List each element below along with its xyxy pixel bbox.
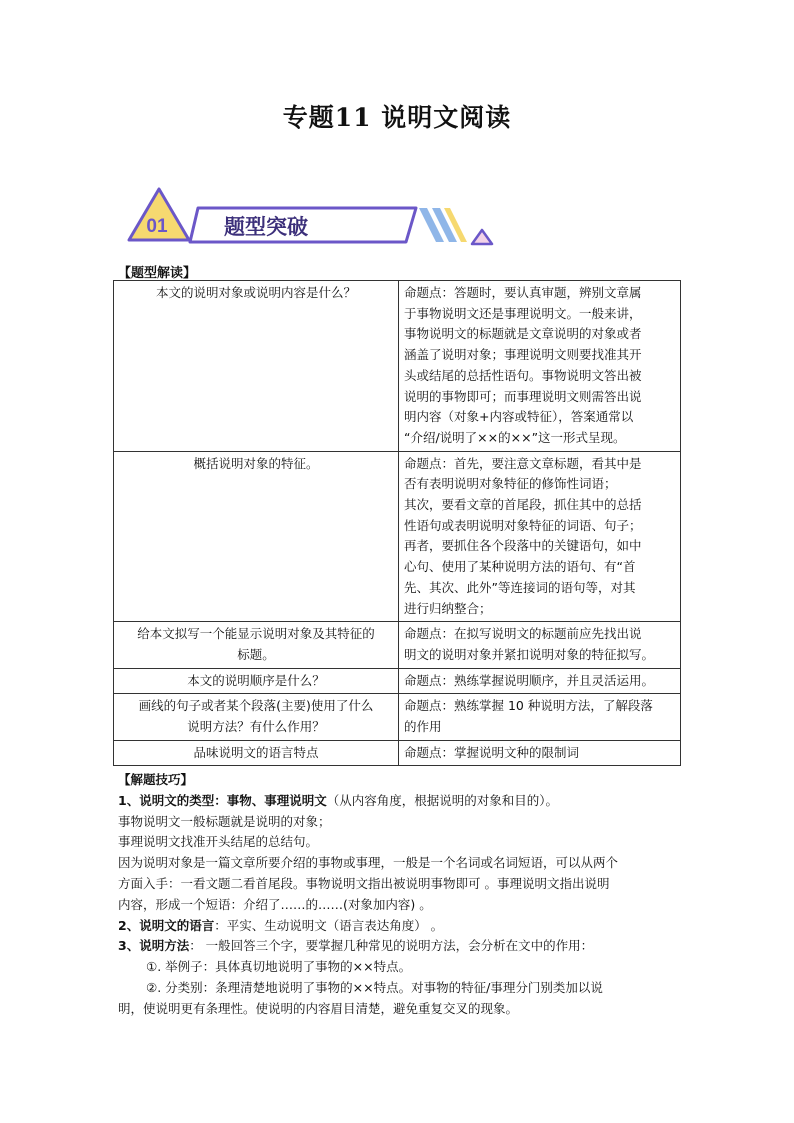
answer-text: 心句、使用了某种说明方法的语句、有“首 bbox=[404, 559, 636, 575]
tips-line: ②. 分类别：条理清楚地说明了事物的××特点。对事物的特征/事理分门别类加以说 bbox=[146, 979, 603, 995]
table-row bbox=[114, 694, 681, 740]
question-cell bbox=[114, 694, 399, 740]
section-heading: 【题型解读】 bbox=[118, 266, 197, 281]
table-row bbox=[114, 451, 681, 622]
table-row bbox=[114, 622, 681, 668]
answer-text: 命题点：熟练掌握 10 种说明方法，了解段落 bbox=[404, 698, 653, 714]
tips-line: 3、说明方法： 一般回答三个字，要掌握几种常见的说明方法，会分析在文中的作用： bbox=[118, 938, 594, 954]
tips-line: 2、说明文的语言：平实、生动说明文（语言表达角度） 。 bbox=[118, 917, 444, 933]
answer-text: 命题点：熟练掌握说明顺序，并且灵活运用。 bbox=[404, 672, 655, 688]
banner-small-triangle bbox=[472, 230, 492, 244]
answer-text: 命题点：首先，要注意文章标题，看其中是 bbox=[404, 455, 642, 471]
question-cell bbox=[114, 451, 399, 622]
answer-cell bbox=[399, 668, 681, 694]
tips-line: 事理说明文找准开头结尾的总结句。 bbox=[118, 834, 319, 850]
question-table bbox=[113, 280, 681, 766]
tips-line: ①. 举例子：具体真切地说明了事物的××特点。 bbox=[146, 959, 412, 975]
answer-cell bbox=[399, 740, 681, 766]
answer-text: 的作用 bbox=[404, 719, 442, 735]
answer-text: “介绍/说明了××的××”这一形式呈现。 bbox=[404, 429, 626, 445]
question-text: 给本文拟写一个能显示说明对象及其特征的 bbox=[137, 626, 375, 642]
answer-text: 涵盖了说明对象；事理说明文则要找准其开 bbox=[404, 347, 642, 363]
question-text: 品味说明文的语言特点 bbox=[193, 744, 319, 760]
answer-text: 命题点：答题时，要认真审题，辨别文章属 bbox=[404, 285, 642, 300]
answer-text: 否有表明说明对象特征的修饰性词语； bbox=[404, 476, 617, 492]
answer-text: 明文的说明对象并紧扣说明对象的特征拟写。 bbox=[404, 646, 655, 662]
answer-cell bbox=[399, 694, 681, 740]
answer-text: 头或结尾的总括性语句。事物说明文答出被 bbox=[404, 367, 642, 383]
banner-number: 01 bbox=[146, 216, 168, 237]
question-text: 概括说明对象的特征。 bbox=[193, 455, 319, 471]
tips-heading: 【解题技巧】 bbox=[118, 772, 194, 787]
answer-text: 事物说明文的标题就是文章说明的对象或者 bbox=[404, 326, 642, 342]
answer-cell bbox=[399, 281, 681, 452]
tips-line: 1、说明文的类型：事物、事理说明文（从内容角度，根据说明的对象和目的）。 bbox=[118, 792, 558, 808]
question-text: 画线的句子或者某个段落(主要)使用了什么 bbox=[138, 698, 374, 714]
answer-cell bbox=[399, 622, 681, 668]
page-title: 专题11 说明文阅读 bbox=[282, 103, 512, 132]
tips-line: 内容，形成一个短语：介绍了……的……(对象加内容) 。 bbox=[118, 896, 432, 912]
answer-text: 说明的事物即可；而事理说明文则需答出说 bbox=[404, 388, 642, 404]
tips-line: 方面入手：一看文题二看首尾段。事物说明文指出被说明事物即可 。事理说明文指出说明 bbox=[118, 875, 610, 891]
answer-text: 其次，要看文章的首尾段，抓住其中的总括 bbox=[404, 497, 642, 513]
table-row bbox=[114, 740, 681, 766]
answer-text: 明内容（对象+内容或特征），答案通常以 bbox=[404, 409, 634, 425]
answer-text: 命题点：在拟写说明文的标题前应先找出说 bbox=[404, 626, 642, 642]
tips-line: 明，使说明更有条理性。使说明的内容眉目清楚，避免重复交叉的现象。 bbox=[118, 1000, 519, 1016]
tips-line: 事物说明文一般标题就是说明的对象； bbox=[118, 813, 331, 829]
tips-section bbox=[118, 770, 680, 1020]
question-cell bbox=[114, 740, 399, 766]
question-cell bbox=[114, 281, 399, 452]
question-cell bbox=[114, 622, 399, 668]
question-text: 本文的说明顺序是什么？ bbox=[187, 672, 325, 688]
answer-text: 性语句或表明说明对象特征的词语、句子； bbox=[404, 517, 642, 533]
table-row bbox=[114, 668, 681, 694]
answer-text: 先、其次、此外”等连接词的语句等，对其 bbox=[404, 579, 636, 595]
section-banner bbox=[126, 186, 498, 250]
question-text: 本文的说明对象或说明内容是什么？ bbox=[155, 285, 356, 300]
answer-cell bbox=[399, 451, 681, 622]
answer-text: 于事物说明文还是事理说明文。一般来讲， bbox=[404, 305, 642, 321]
table-row bbox=[114, 281, 681, 452]
answer-text: 命题点：掌握说明文种的限制词 bbox=[404, 744, 580, 760]
tips-line: 因为说明对象是一篇文章所要介绍的事物或事理，一般是一个名词或名词短语，可以从两个 bbox=[118, 855, 619, 871]
question-cell bbox=[114, 668, 399, 694]
answer-text: 再者，要抓住各个段落中的关键语句，如中 bbox=[404, 538, 642, 554]
banner-label: 题型突破 bbox=[224, 215, 308, 239]
question-text: 标题。 bbox=[237, 646, 275, 662]
question-text: 说明方法？有什么作用？ bbox=[187, 719, 325, 735]
answer-text: 进行归纳整合； bbox=[404, 600, 492, 616]
